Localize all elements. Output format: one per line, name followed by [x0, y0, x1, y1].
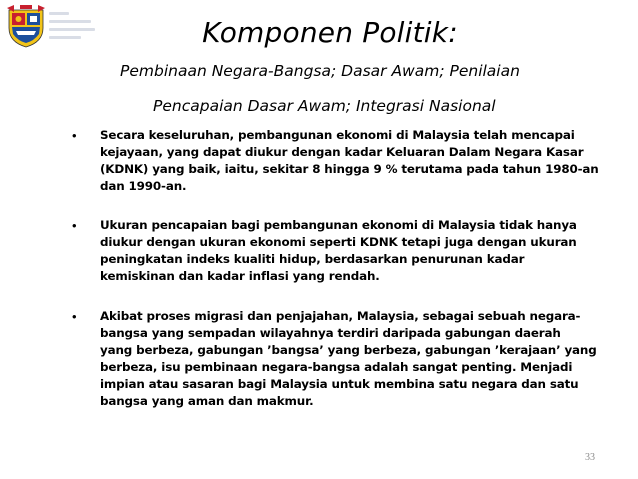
slide-title: Komponen Politik: — [202, 16, 458, 49]
bullet-item — [72, 217, 612, 285]
bullet-icon: • — [72, 218, 77, 233]
bullet-list — [72, 127, 612, 410]
slide-subtitle-line1: Pembinaan Negara-Bangsa; Dasar Awam; Penilaian — [120, 62, 520, 80]
bullet-icon: • — [72, 309, 77, 324]
bullet-icon: • — [72, 128, 77, 143]
bullet-text-line: Akibat proses migrasi dan penjajahan, Malaysia, sebagai sebuah negara- — [100, 309, 581, 323]
bullet-text-line: bangsa yang sempadan wilayahnya terdiri daripada gabungan daerah — [100, 326, 561, 340]
bullet-text-line: kejayaan, yang dapat diukur dengan kadar Keluaran Dalam Negara Kasar — [100, 145, 584, 159]
bullet-item — [72, 127, 612, 195]
bullet-text-line: bangsa yang aman dan makmur. — [100, 394, 314, 408]
slide-subtitle-line2: Pencapaian Dasar Awam; Integrasi Nasional — [153, 97, 496, 115]
bullet-text-line: yang berbeza, gabungan ’bangsa’ yang berbeza, gabungan ’kerajaan’ yang — [100, 343, 597, 357]
bullet-text-line: kemiskinan dan kadar inflasi yang rendah. — [100, 269, 380, 283]
bullet-text-line: impian atau sasaran bagi Malaysia untuk membina satu negara dan satu — [100, 377, 579, 391]
bullet-item — [72, 308, 612, 410]
bullet-text-line: peningkatan indeks kualiti hidup, berdasarkan penurunan kadar — [100, 252, 525, 266]
bullet-text-line: berbeza, isu pembinaan negara-bangsa adalah sangat penting. Menjadi — [100, 360, 573, 374]
page-number: 33 — [585, 452, 595, 463]
bullet-text-line: dan 1990-an. — [100, 179, 187, 193]
bullet-text-line: diukur dengan ukuran ekonomi seperti KDNK tetapi juga dengan ukuran — [100, 235, 577, 249]
bullet-text-line: Ukuran pencapaian bagi pembangunan ekonomi di Malaysia tidak hanya — [100, 218, 577, 232]
bullet-text-line: (KDNK) yang baik, iaitu, sekitar 8 hingga 9 % terutama pada tahun 1980-an — [100, 162, 599, 176]
bullet-text-line: Secara keseluruhan, pembangunan ekonomi di Malaysia telah mencapai — [100, 128, 575, 142]
